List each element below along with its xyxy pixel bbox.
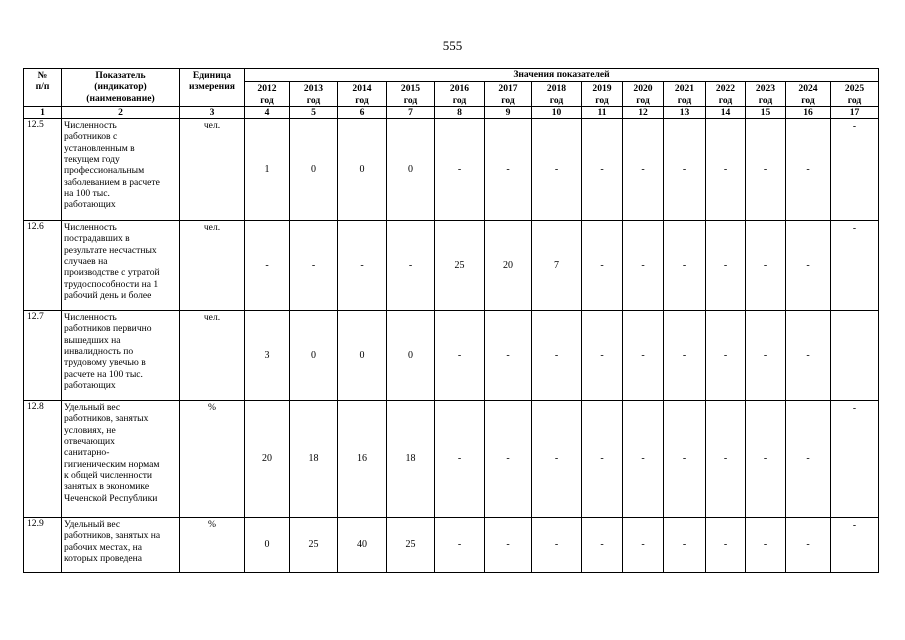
value-cell: - (485, 401, 532, 518)
value-cell: - (664, 221, 706, 311)
unit-cell: % (180, 401, 245, 518)
value-cell: - (532, 119, 582, 221)
column-number: 14 (706, 107, 746, 119)
column-number: 8 (435, 107, 485, 119)
column-number: 9 (485, 107, 532, 119)
column-number: 6 (338, 107, 387, 119)
value-cell: - (435, 401, 485, 518)
value-cell: 3 (245, 311, 290, 401)
header-values: Значения показателей (245, 69, 879, 82)
value-cell: 1 (245, 119, 290, 221)
header-year: 2014 год (338, 82, 387, 107)
value-cell: 16 (338, 401, 387, 518)
header-year: 2022 год (706, 82, 746, 107)
header-year: 2012 год (245, 82, 290, 107)
header-year: 2019 год (582, 82, 623, 107)
value-cell: - (786, 119, 831, 221)
value-cell: 0 (387, 311, 435, 401)
indicator-name: Удельный вес работников, занятых условиях, не отвечающих санитарно- гигиеническим нормам к общей численности занятых в экономике Чеченской Республики (62, 401, 180, 518)
table-row (24, 401, 879, 518)
header-row-top (24, 69, 879, 82)
header-unit: Единица измерения (180, 69, 245, 107)
value-cell: - (338, 221, 387, 311)
value-cell: - (786, 401, 831, 518)
header-year: 2021 год (664, 82, 706, 107)
value-cell: - (582, 518, 623, 573)
column-number: 16 (786, 107, 831, 119)
value-cell: 25 (387, 518, 435, 573)
value-cell: - (664, 119, 706, 221)
value-cell: - (532, 518, 582, 573)
value-cell-2025: - (831, 401, 879, 518)
header-year: 2018 год (532, 82, 582, 107)
value-cell: - (485, 518, 532, 573)
header-year: 2020 год (623, 82, 664, 107)
value-cell: 0 (290, 311, 338, 401)
value-cell: - (290, 221, 338, 311)
column-number: 17 (831, 107, 879, 119)
header-indicator: Показатель (индикатор) (наименование) (62, 69, 180, 107)
value-cell: - (387, 221, 435, 311)
value-cell: - (582, 221, 623, 311)
value-cell: - (664, 311, 706, 401)
header-year: 2016 год (435, 82, 485, 107)
value-cell: - (786, 311, 831, 401)
column-number: 10 (532, 107, 582, 119)
value-cell: 7 (532, 221, 582, 311)
table-row (24, 518, 879, 573)
column-number: 12 (623, 107, 664, 119)
table-row (24, 221, 879, 311)
value-cell: - (706, 221, 746, 311)
value-cell: - (623, 401, 664, 518)
unit-cell: % (180, 518, 245, 573)
value-cell: - (582, 401, 623, 518)
unit-cell: чел. (180, 311, 245, 401)
value-cell: - (435, 518, 485, 573)
page-number: 555 (442, 38, 463, 53)
header-year: 2025 год (831, 82, 879, 107)
header-num: № п/п (24, 69, 62, 107)
value-cell: - (746, 119, 786, 221)
value-cell: - (485, 119, 532, 221)
value-cell: - (435, 311, 485, 401)
column-number: 13 (664, 107, 706, 119)
table-row (24, 119, 879, 221)
row-number: 12.5 (24, 119, 62, 221)
column-numbers-row (24, 107, 879, 119)
value-cell: - (245, 221, 290, 311)
value-cell: 25 (435, 221, 485, 311)
value-cell: - (582, 119, 623, 221)
header-year: 2013 год (290, 82, 338, 107)
header-year: 2017 год (485, 82, 532, 107)
value-cell: 20 (245, 401, 290, 518)
column-number: 3 (180, 107, 245, 119)
value-cell: 20 (485, 221, 532, 311)
value-cell: - (435, 119, 485, 221)
column-number: 11 (582, 107, 623, 119)
column-number: 2 (62, 107, 180, 119)
value-cell: - (532, 401, 582, 518)
value-cell: - (746, 221, 786, 311)
column-number: 5 (290, 107, 338, 119)
row-number: 12.7 (24, 311, 62, 401)
value-cell: 25 (290, 518, 338, 573)
value-cell: - (623, 119, 664, 221)
row-number: 12.8 (24, 401, 62, 518)
column-number: 7 (387, 107, 435, 119)
unit-cell: чел. (180, 221, 245, 311)
value-cell: 18 (387, 401, 435, 518)
value-cell: 40 (338, 518, 387, 573)
indicator-name: Численность пострадавших в результате несчастных случаев на производстве с утратой трудоспособности на 1 рабочий день и более (62, 221, 180, 311)
value-cell: - (746, 311, 786, 401)
column-number: 4 (245, 107, 290, 119)
value-cell-2025: - (831, 221, 879, 311)
unit-cell: чел. (180, 119, 245, 221)
value-cell: 18 (290, 401, 338, 518)
column-number: 1 (24, 107, 62, 119)
row-number: 12.6 (24, 221, 62, 311)
indicator-name: Численность работников с установленным в текущем году профессиональным заболеванием в расчете на 100 тыс. работающих (62, 119, 180, 221)
header-year: 2024 год (786, 82, 831, 107)
value-cell: - (532, 311, 582, 401)
value-cell: 0 (338, 119, 387, 221)
row-number: 12.9 (24, 518, 62, 573)
value-cell: 0 (245, 518, 290, 573)
value-cell-2025: - (831, 119, 879, 221)
value-cell: - (706, 518, 746, 573)
value-cell: - (746, 518, 786, 573)
indicators-table (23, 68, 879, 573)
value-cell: - (623, 518, 664, 573)
column-number: 15 (746, 107, 786, 119)
value-cell: 0 (290, 119, 338, 221)
value-cell: - (664, 401, 706, 518)
value-cell: - (582, 311, 623, 401)
value-cell: - (746, 401, 786, 518)
table-row (24, 311, 879, 401)
value-cell: 0 (338, 311, 387, 401)
value-cell: - (706, 119, 746, 221)
value-cell: 0 (387, 119, 435, 221)
header-year: 2023 год (746, 82, 786, 107)
header-year: 2015 год (387, 82, 435, 107)
value-cell: - (786, 221, 831, 311)
value-cell: - (706, 401, 746, 518)
value-cell: - (664, 518, 706, 573)
indicator-name: Удельный вес работников, занятых на рабочих местах, на которых проведена (62, 518, 180, 573)
value-cell: - (706, 311, 746, 401)
value-cell: - (485, 311, 532, 401)
value-cell: - (623, 221, 664, 311)
value-cell-2025 (831, 311, 879, 401)
value-cell-2025: - (831, 518, 879, 573)
value-cell: - (786, 518, 831, 573)
indicator-name: Численность работников первично вышедших на инвалидность по трудовому увечью в расчете на 100 тыс. работающих (62, 311, 180, 401)
value-cell: - (623, 311, 664, 401)
